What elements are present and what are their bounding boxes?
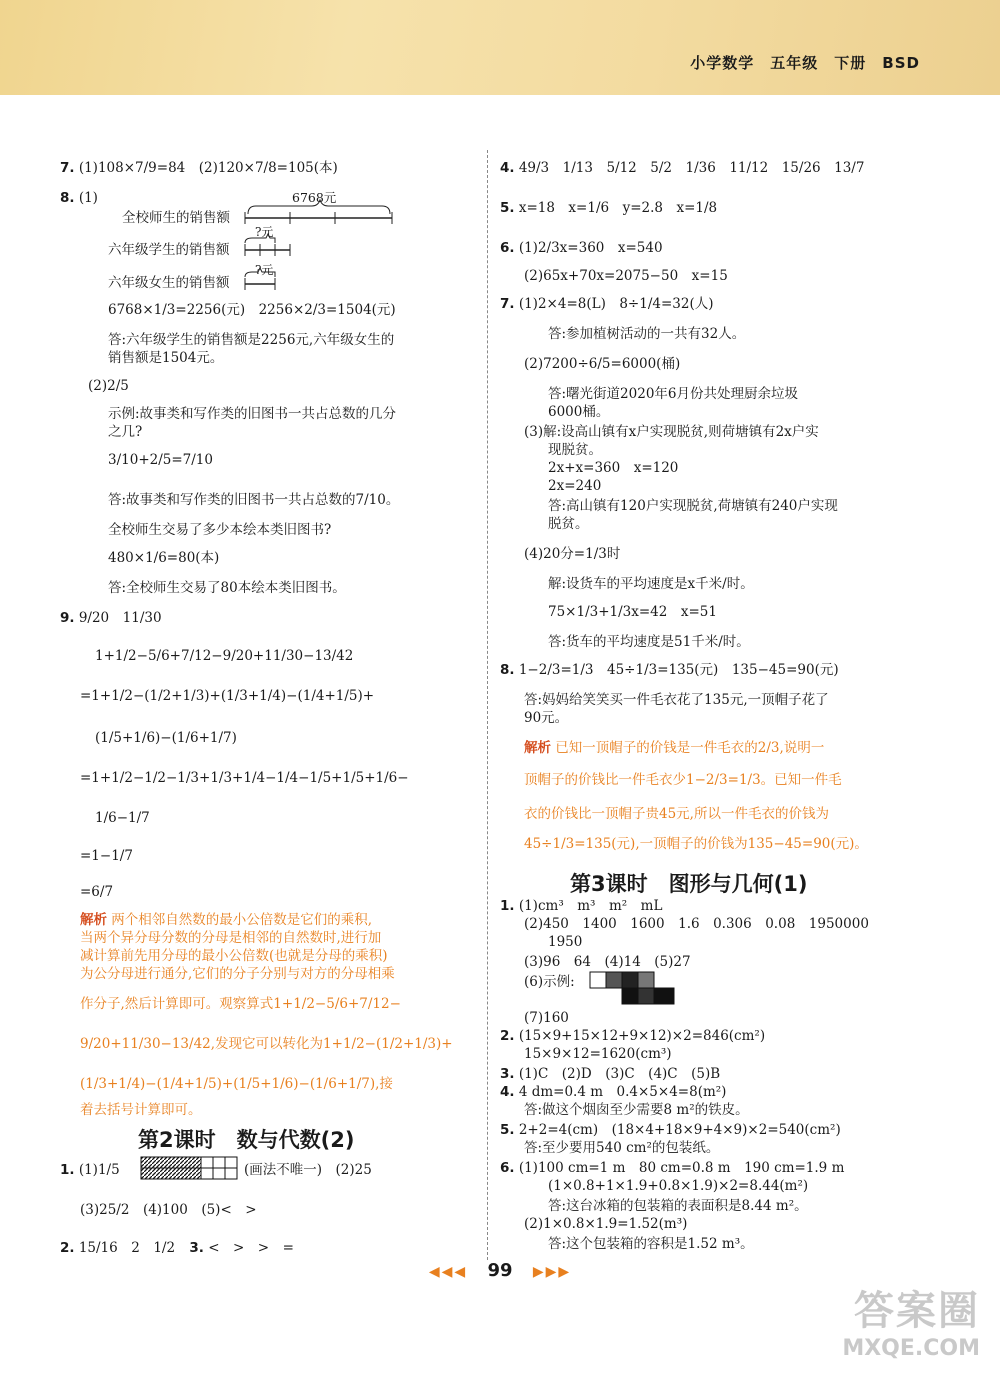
q9-analysis-5: 作分子,然后计算即可。观察算式1+1/2−5/6+7/12−: [80, 996, 401, 1012]
s2-q1-part3: (3)25/2 (4)100 (5)< >: [80, 1202, 257, 1218]
r-q7-3b: 现脱贫。: [548, 442, 602, 458]
q9-analysis-6: 9/20+11/30−13/42,发现它可以转化为1+1/2−(1/2+1/3)+: [80, 1036, 453, 1052]
r-q7-3c: 2x+x=360 x=120: [548, 460, 679, 476]
s2-q1-line: 1. (1)1/5: [60, 1162, 120, 1178]
g-q3-line: 3. (1)C (2)D (3)C (4)C (5)B: [500, 1066, 721, 1082]
q9-expr-2: =1+1/2−(1/2+1/3)+(1/3+1/4)−(1/4+1/5)+: [80, 688, 375, 704]
cube-net-drawing: [588, 970, 680, 1010]
r-q6-2: (2)65x+70x=2075−50 x=15: [524, 268, 728, 284]
r-q7-2ans-a: 答:曙光街道2020年6月份共处理厨余垃圾: [548, 386, 798, 402]
diagram-label-girl: 六年级女生的销售额: [108, 275, 230, 291]
r-q8-ans-a: 答:妈妈给笑笑买一件毛衣花了135元,一顶帽子花了: [524, 692, 829, 708]
q8-calc3: 480×1/6=80(本): [108, 550, 220, 566]
q9-expr-3: (1/5+1/6)−(1/6+1/7): [95, 730, 237, 746]
q8-answer2: 答:故事类和写作类的旧图书一共占总数的7/10。: [108, 492, 400, 508]
next-arrows-icon: ▶▶▶: [532, 1264, 572, 1280]
q8-part2: (2)2/5: [88, 378, 129, 394]
g-q4-line: 4. 4 dm=0.4 m 0.4×5×4=8(m²): [500, 1084, 727, 1100]
g-q1-2b: 1950: [548, 934, 583, 950]
r-q7-3e: 答:高山镇有120户实现脱贫,荷塘镇有240户实现: [548, 498, 838, 514]
g-q1-7: (7)160: [524, 1010, 569, 1026]
column-divider: [487, 150, 488, 1260]
q9-analysis-3: 减计算前先用分母的最小公倍数(也就是分母的乘积): [80, 948, 388, 964]
diagram-label-all: 全校师生的销售额: [122, 210, 230, 226]
watermark: [842, 1279, 980, 1361]
diagram-total: 6768元: [292, 190, 337, 205]
r-q8-analysis-4: 45÷1/3=135(元),一顶帽子的价钱为135−45=90(元)。: [524, 836, 868, 852]
q8-calc: 6768×1/3=2256(元) 2256×2/3=1504(元): [108, 302, 396, 318]
g-q6-c: 答:这台冰箱的包装箱的表面积是8.44 m²。: [548, 1198, 808, 1214]
q9-expr-1: 1+1/2−5/6+7/12−9/20+11/30−13/42: [95, 648, 354, 664]
q8-question3: 全校师生交易了多少本绘本类旧图书?: [108, 522, 332, 538]
q9-expr-6: =1−1/7: [80, 848, 133, 864]
r-q5-line: 5. x=18 x=1/6 y=2.8 x=1/8: [500, 200, 718, 216]
r-q7-1ans: 答:参加植树活动的一共有32人。: [548, 326, 746, 342]
r-q8-analysis-3: 衣的价钱比一顶帽子贵45元,所以一件毛衣的价钱为: [524, 806, 829, 822]
r-q4-line: 4. 49/3 1/13 5/12 5/2 1/36 11/12 15/26 13/7: [500, 160, 865, 176]
r-q8-line: 8. 1−2/3=1/3 45÷1/3=135(元) 135−45=90(元): [500, 662, 839, 678]
q9-expr-7: =6/7: [80, 884, 114, 900]
g-q1-6: (6)示例:: [524, 974, 575, 990]
s2-q1-note: (画法不唯一) (2)25: [244, 1162, 372, 1178]
book-header: 小学数学 五年级 下册 BSD: [690, 54, 920, 72]
r-q8-analysis-1: 解析 已知一顶帽子的价钱是一件毛衣的2/3,说明一: [524, 740, 825, 756]
g-q6-line: 6. (1)100 cm=1 m 80 cm=0.8 m 190 cm=1.9 m: [500, 1160, 845, 1176]
r-q8-analysis-2: 顶帽子的价钱比一件毛衣少1−2/3=1/3。已知一件毛: [524, 772, 842, 788]
diagram-unknown-2: ?元: [255, 263, 274, 277]
r-q7-3d: 2x=240: [548, 478, 602, 494]
q9-line: 9. 9/20 11/30: [60, 610, 162, 626]
g-q6-e: 答:这个包装箱的容积是1.52 m³。: [548, 1236, 754, 1252]
q9-analysis-8: 着去括号计算即可。: [80, 1102, 202, 1118]
page-number: 99: [487, 1260, 513, 1281]
s2-q2q3-line: 2. 15/16 2 1/2 3. < > > =: [60, 1240, 294, 1256]
g-q6-b: (1×0.8+1×1.9+0.8×1.9)×2=8.44(m²): [548, 1178, 809, 1194]
g-q1-2: (2)450 1400 1600 1.6 0.306 0.08 1950000: [524, 916, 869, 932]
g-q5-ans: 答:至少要用540 cm²的包装纸。: [524, 1140, 720, 1156]
q9-analysis-2: 当两个异分母分数的分母是相邻的自然数时,进行加: [80, 930, 382, 946]
r-q7-4d: 答:货车的平均速度是51千米/时。: [548, 634, 750, 650]
q8-answer-b: 销售额是1504元。: [108, 350, 224, 366]
fraction-grid-drawing: [140, 1156, 240, 1182]
q8-answer-a: 答:六年级学生的销售额是2256元,六年级女生的: [108, 332, 395, 348]
r-q8-ans-b: 90元。: [524, 710, 569, 726]
watermark-logo: 答案圈: [854, 1288, 980, 1334]
prev-arrows-icon: ◀◀◀: [428, 1264, 468, 1280]
g-q1-line: 1. (1)cm³ m³ m² mL: [500, 898, 663, 914]
g-q2-b: 15×9×12=1620(cm³): [524, 1046, 672, 1062]
analysis-tag: 解析: [80, 912, 107, 928]
q8-example-b: 之几?: [108, 424, 143, 440]
g-q1-3: (3)96 64 (4)14 (5)27: [524, 954, 691, 970]
diagram-label-six: 六年级学生的销售额: [108, 242, 230, 258]
r-q7-4a: (4)20分=1/3时: [524, 546, 621, 562]
page-footer: [0, 1260, 1000, 1281]
q7-answer: (1)108×7/9=84 (2)120×7/8=105(本): [78, 160, 338, 176]
r-q7-4c: 75×1/3+1/3x=42 x=51: [548, 604, 717, 620]
section-title-3: 第3课时 图形与几何(1): [570, 872, 808, 896]
r-q7-2ans-b: 6000桶。: [548, 404, 610, 420]
r-q7-4b: 解:设货车的平均速度是x千米/时。: [548, 576, 754, 592]
g-q5-line: 5. 2+2=4(cm) (18×4+18×9+4×9)×2=540(cm²): [500, 1122, 841, 1138]
r-q7-2: (2)7200÷6/5=6000(桶): [524, 356, 681, 372]
q8-answer3: 答:全校师生交易了80本绘本类旧图书。: [108, 580, 346, 596]
q9-analysis-1: 解析 两个相邻自然数的最小公倍数是它们的乘积,: [80, 912, 373, 928]
analysis-tag: 解析: [524, 740, 551, 756]
line-segment-diagram: [0, 0, 480, 300]
q9-analysis-7: (1/3+1/4)−(1/4+1/5)+(1/5+1/6)−(1/6+1/7),接: [80, 1076, 393, 1092]
q8-example-a: 示例:故事类和写作类的旧图书一共占总数的几分: [108, 406, 397, 422]
watermark-url: MXQE.COM: [842, 1336, 980, 1361]
q9-expr-5: 1/6−1/7: [95, 810, 150, 826]
r-q7-line: 7. (1)2×4=8(L) 8÷1/4=32(人): [500, 296, 714, 312]
q9-analysis-4: 为公分母进行通分,它们的分子分别与对方的分母相乘: [80, 966, 395, 982]
q8-equation: 3/10+2/5=7/10: [108, 452, 213, 468]
g-q6-d: (2)1×0.8×1.9=1.52(m³): [524, 1216, 688, 1232]
r-q7-3a: (3)解:设高山镇有x户实现脱贫,则荷塘镇有2x户实: [524, 424, 819, 440]
r-q6-line: 6. (1)2/3x=360 x=540: [500, 240, 663, 256]
q9-expr-4: =1+1/2−1/2−1/3+1/3+1/4−1/4−1/5+1/5+1/6−: [80, 770, 409, 786]
diagram-unknown-1: ?元: [255, 225, 274, 239]
section-title-2: 第2课时 数与代数(2): [138, 1128, 355, 1152]
q8-line: 8. (1): [60, 190, 98, 206]
r-q7-3f: 脱贫。: [548, 516, 589, 532]
q7-line: 7. (1)108×7/9=84 (2)120×7/8=105(本): [60, 160, 338, 176]
g-q4-ans: 答:做这个烟囱至少需要8 m²的铁皮。: [524, 1102, 749, 1118]
g-q2-line: 2. (15×9+15×12+9×12)×2=846(cm²): [500, 1028, 766, 1044]
